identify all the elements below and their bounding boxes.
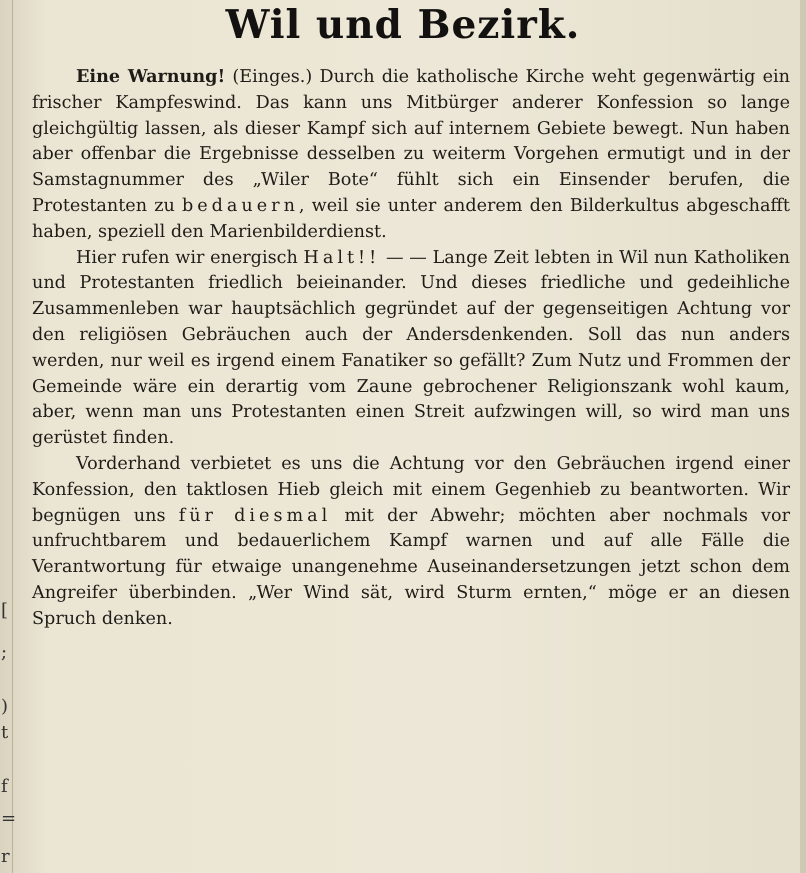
paragraph-text: — — Lange Zeit lebten in Wil nun Katholiken und Protestanten friedlich beieinander. Und dieses friedliche und gedeihliche Zusammenleben war hauptsächlich gegründet auf der gegenseitigen Achtung vor den religiösen Gebräuchen auch der Andersdenkenden. Soll das nun anders werden, nur weil es irgend einem Fanatiker so gefällt? Zum Nutz und Frommen der Gemeinde wäre ein derartig vom Zaune gebrochener Religionszank wohl kaum, aber, wenn man uns Protestanten einen Streit aufzwingen will, so wird man uns gerüstet finden. (32, 247, 790, 449)
article-paragraph-1 (32, 64, 790, 246)
emphasized-word: bedauern (181, 195, 299, 216)
article-paragraph-3 (32, 452, 790, 633)
paragraph-text: (Einges.) Durch die katholische Kirche weht gegenwärtig ein frischer Kampfeswind. Das kann uns Mitbürger anderer Konfession so lange gleichgültig lassen, als dieser Kampf sich auf internem Gebiete bewegt. Nun haben aber offenbar die Ergebnisse desselben zu weiterm Vorgehen ermutigt und in der Samstagnummer des „Wiler Bote“ fühlt sich ein Einsender berufen, die Protestanten zu (32, 67, 790, 216)
margin-glyph: [ (1, 600, 9, 621)
paragraph-text: Hier rufen wir energisch (76, 247, 304, 268)
paragraph-text: Vorderhand verbietet es uns die Achtung vor den Gebräuchen irgend einer Konfession, den taktlosen Hieb gleich mit einem Gegenhieb zu beantworten. Wir begnügen uns (32, 453, 790, 526)
margin-glyph: t (1, 722, 9, 743)
margin-glyph: ; (1, 642, 8, 663)
right-page-edge (800, 0, 806, 873)
margin-glyph: r (1, 846, 10, 867)
article-body (32, 64, 790, 633)
section-heading: Wil und Bezirk. (225, 2, 581, 48)
left-column-edge (0, 0, 17, 873)
paragraph-text: , weil sie unter anderem den Bilderkultus abgeschafft haben, speziell den Marienbilderdienst. (32, 195, 791, 242)
emphasized-word: Halt!! (303, 247, 381, 268)
article-lead: Eine Warnung! (76, 66, 226, 87)
margin-glyph: f (1, 776, 8, 797)
paragraph-text: mit der Abwehr; möchten aber nochmals vor unfruchtbarem und bedauerlichem Kampf warnen und auf alle Fälle die Verantwortung für etwaige unangenehme Auseinandersetzungen jetzt schon dem Angreifer überbinden. „Wer Wind sät, wird Sturm ernten,“ möge er an diesen Spruch denken. (32, 505, 790, 629)
emphasized-word: für diesmal (178, 505, 332, 526)
article-paragraph-2 (32, 246, 790, 452)
margin-glyph: ) (1, 696, 9, 717)
margin-glyph: = (1, 808, 17, 829)
